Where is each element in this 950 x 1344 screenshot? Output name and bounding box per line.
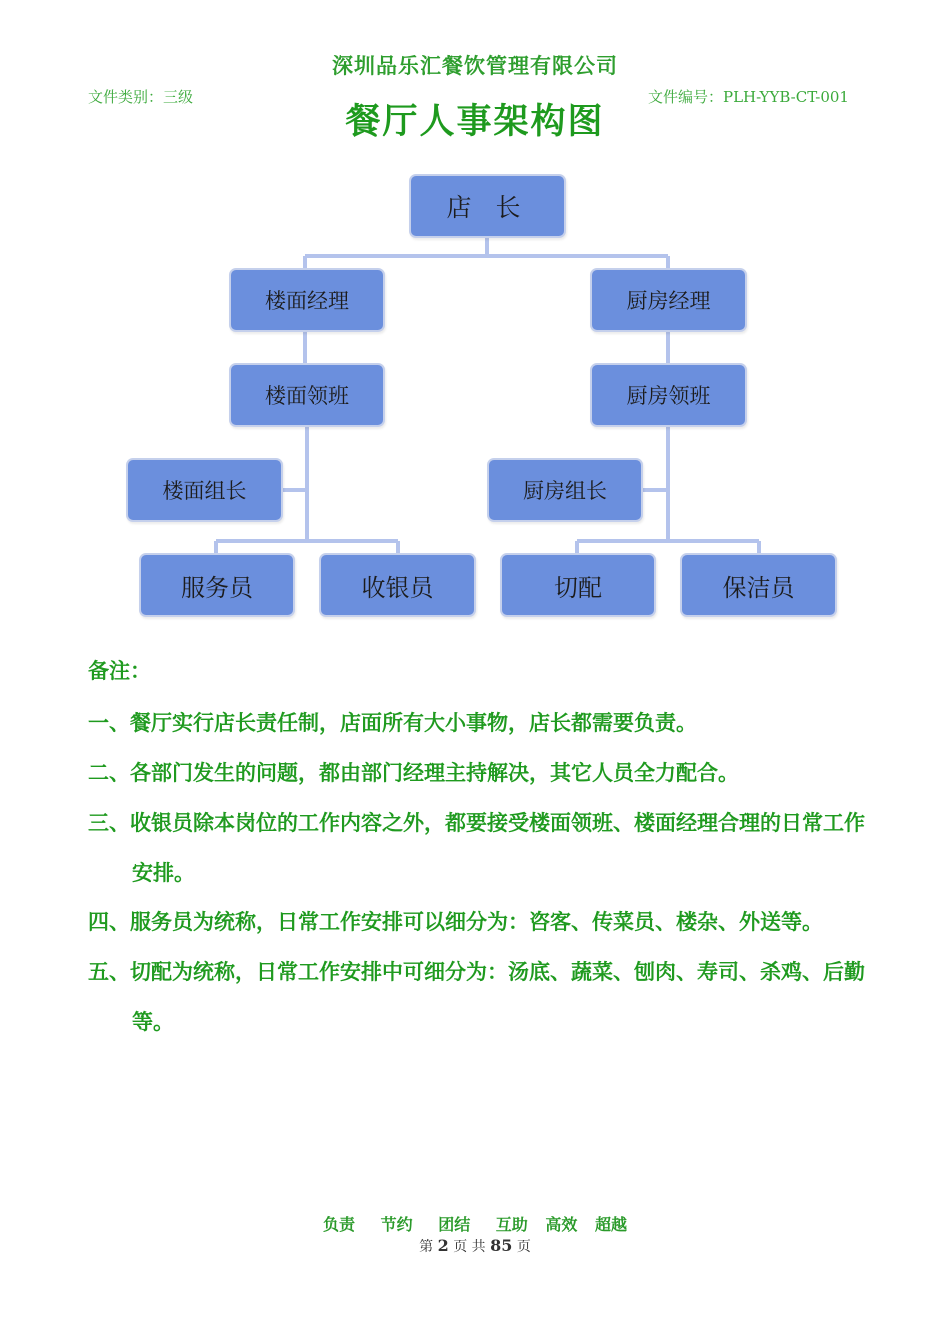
org-box-floor-manager: 楼面经理 — [229, 268, 385, 332]
page-prefix: 第 — [419, 1239, 434, 1255]
motto-item: 团结 — [438, 1215, 471, 1234]
org-box-store-manager: 店 长 — [409, 174, 566, 238]
org-box-kitchen-team-leader: 厨房组长 — [487, 458, 643, 522]
document-number: 文件编号：PLH-YYB-CT-001 — [648, 88, 849, 106]
note-item-3: 三、收银员除本岗位的工作内容之外，都要接受楼面领班、楼面经理合理的日常工作安排。 — [88, 810, 865, 885]
page-number — [0, 1236, 950, 1256]
note-item-5: 五、切配为统称，日常工作安排中可细分为：汤底、蔬菜、刨肉、寿司、杀鸡、后勤等。 — [88, 959, 865, 1034]
footer-motto — [0, 1212, 950, 1235]
motto-item: 高效 — [545, 1215, 578, 1234]
org-box-cleaner: 保洁员 — [680, 553, 837, 617]
motto-item: 超越 — [594, 1215, 627, 1234]
page-current: 2 — [437, 1236, 449, 1255]
note-item-4: 四、服务员为统称，日常工作安排可以细分为：咨客、传菜员、楼杂、外送等。 — [88, 909, 823, 934]
page-total: 85 — [490, 1236, 513, 1255]
org-box-kitchen-manager: 厨房经理 — [590, 268, 747, 332]
motto-item: 负责 — [323, 1215, 356, 1234]
document-category: 文件类别：三级 — [88, 88, 194, 106]
org-chart-connectors — [0, 0, 950, 640]
org-box-cashier: 收银员 — [319, 553, 476, 617]
org-box-waiter: 服务员 — [139, 553, 295, 617]
org-box-prep: 切配 — [500, 553, 656, 617]
page-suffix: 页 — [516, 1239, 531, 1255]
page-title: 餐厅人事架构图 — [345, 101, 605, 142]
note-item-1: 一、餐厅实行店长责任制，店面所有大小事物，店长都需要负责。 — [88, 710, 697, 735]
company-name: 深圳品乐汇餐饮管理有限公司 — [332, 53, 618, 78]
notes-heading: 备注： — [88, 658, 151, 683]
org-box-floor-team-leader: 楼面组长 — [126, 458, 283, 522]
motto-item: 节约 — [380, 1215, 413, 1234]
note-item-2: 二、各部门发生的问题，都由部门经理主持解决，其它人员全力配合。 — [88, 760, 739, 785]
org-box-floor-supervisor: 楼面领班 — [229, 363, 385, 427]
org-box-kitchen-supervisor: 厨房领班 — [590, 363, 747, 427]
page-middle: 页 共 — [453, 1239, 486, 1255]
motto-item: 互助 — [495, 1215, 528, 1234]
